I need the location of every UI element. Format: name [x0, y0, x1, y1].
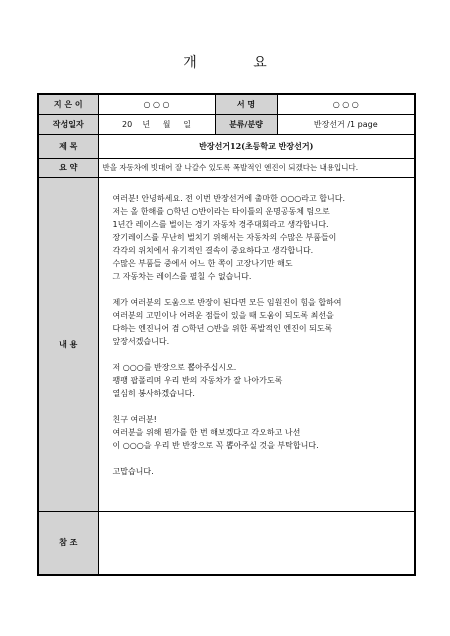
- body-label: 내 용: [38, 177, 98, 511]
- overview-form: [37, 93, 416, 576]
- body-line: 여러분의 고민이나 어려운 점들이 있을 때 도움이 되도록 최선을: [112, 310, 334, 320]
- body-line: 고맙습니다.: [112, 466, 154, 476]
- subject-label: 제 목: [38, 134, 98, 158]
- body-line: 여러분! 안녕하세요. 전 이번 반장선거에 출마한 ○○○라고 합니다.: [112, 193, 346, 203]
- body-line: 저는 올 한해를 ○학년 ○반이라는 타이틀의 운명공동체 팀으로: [112, 206, 330, 216]
- summary-value: 반을 자동차에 빗대어 잘 나갈수 있도록 폭발적인 엔진이 되겠다는 내용입니다.: [98, 158, 415, 177]
- body-line: 다하는 엔진니어 겸 ○학년 ○반을 위한 폭발적인 엔진이 되도록: [112, 323, 333, 333]
- body-paragraph: [113, 192, 407, 283]
- author-value: ○ ○ ○: [98, 94, 215, 114]
- body-line: 앞장서겠습니다.: [112, 336, 170, 346]
- body-line: 각각의 위치에서 유기적인 결속이 중요하다고 생각합니다.: [112, 245, 314, 255]
- body-line: 팽팽 팝폴리며 우리 반의 자동차가 잘 나아가도록: [112, 375, 283, 385]
- note-value: [98, 511, 415, 575]
- body-paragraph: [113, 361, 407, 400]
- page-title: 개 요: [183, 55, 293, 71]
- body-paragraph: [113, 413, 407, 452]
- author-label: 지 은 이: [38, 94, 98, 114]
- body-paragraph: [113, 465, 407, 478]
- signature-label: 서 명: [215, 94, 277, 114]
- body-line: 저 ○○○를 반장으로 뽑아주십시오.: [112, 362, 237, 372]
- body-line: 열심히 봉사하겠습니다.: [112, 388, 195, 398]
- body-line: 1년간 레이스를 벌이는 경기 자동차 경주대회라고 생각합니다.: [112, 219, 329, 229]
- date-label: 작성일자: [38, 114, 98, 134]
- date-value: 20 년 월 일: [98, 114, 215, 134]
- body-paragraph: [113, 296, 407, 348]
- body-line: 친구 여러분!: [112, 414, 157, 424]
- body-line: 제가 여러분의 도움으로 반장이 된다면 모든 임원진이 힘을 합하여: [112, 297, 342, 307]
- summary-label: 요 약: [38, 158, 98, 177]
- body-line: 여러분을 위해 뭔가를 한 번 해보겠다고 각오하고 나선: [112, 427, 301, 437]
- body-content: [98, 177, 415, 511]
- body-line: 수많은 부품들 중에서 어느 한 쪽이 고장나기만 해도: [112, 258, 293, 268]
- category-label: 분류/분량: [215, 114, 277, 134]
- body-line: 그 자동차는 레이스를 펼칠 수 없습니다.: [112, 271, 252, 281]
- body-line: 장기레이스를 무난히 벌치기 위해서는 자동차의 수많은 부품들이: [112, 232, 337, 242]
- category-value: 반장선거 /1 page: [277, 114, 415, 134]
- body-line: 이 ○○○을 우리 반 반장으로 꼭 뽑아주실 것을 부탁합니다.: [112, 440, 319, 450]
- signature-value: ○ ○ ○: [277, 94, 415, 114]
- note-label: 참 조: [38, 511, 98, 575]
- subject-value: 반장선거12(초등학교 반장선거): [98, 134, 415, 158]
